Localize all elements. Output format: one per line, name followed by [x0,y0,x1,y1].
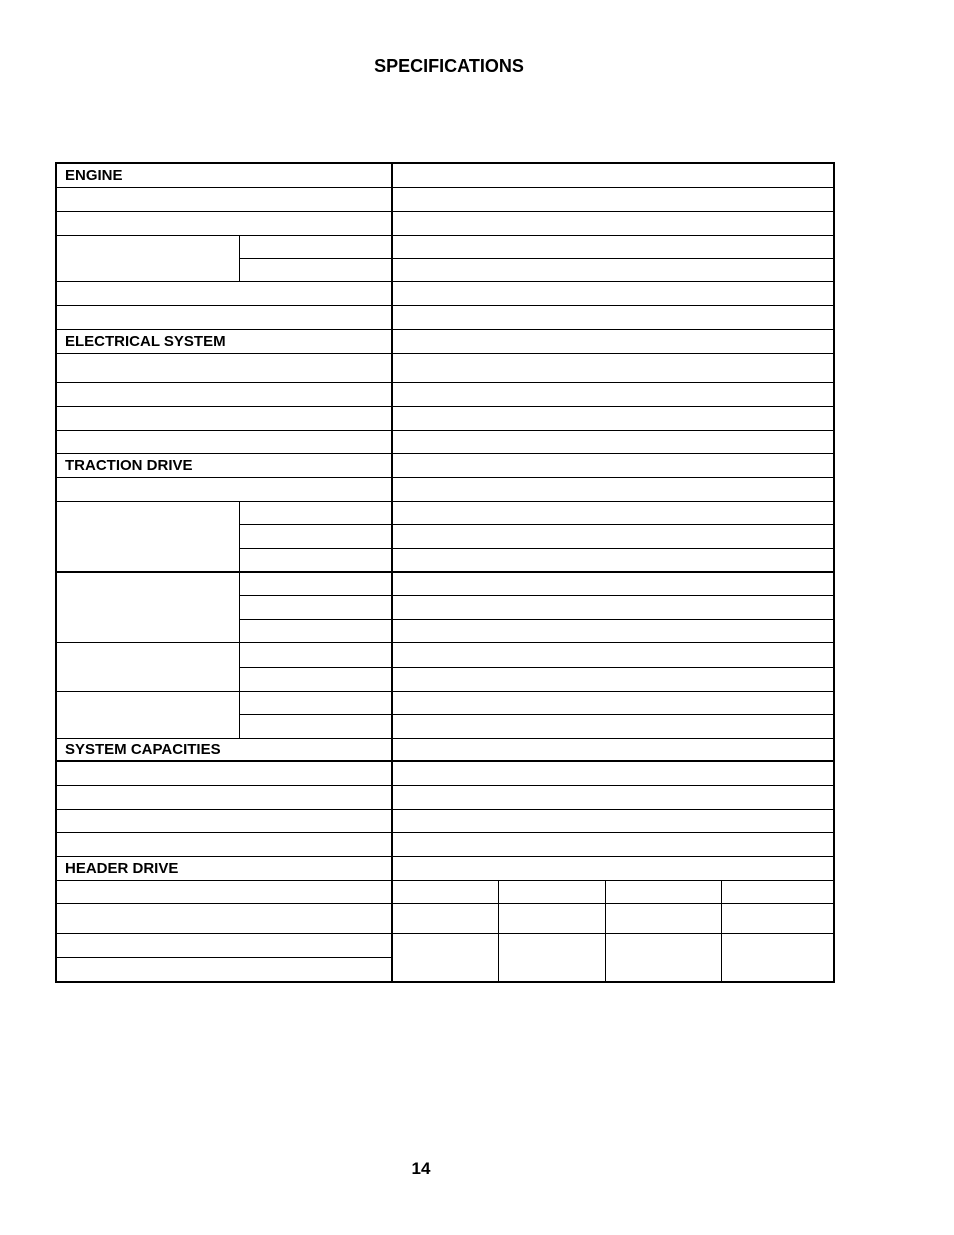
group-label-cell [56,691,239,738]
value-cell [392,738,834,761]
value-cell [392,187,834,211]
value-cell [392,235,834,258]
value-cell [392,596,834,620]
value-cell [392,502,834,525]
table-row [56,856,834,880]
table-row [56,329,834,353]
value-cell [392,620,834,643]
value-cell [721,880,834,903]
group-label-cell [56,643,239,691]
table-row [56,478,834,502]
table-row [56,832,834,856]
page-number: 14 [411,1159,431,1178]
table-row [56,809,834,832]
section-header-electrical-system: ELECTRICAL SYSTEM [56,329,392,353]
label-cell [56,958,392,982]
group-label-cell [56,502,239,572]
table-row [56,934,834,958]
value-cell [498,903,605,933]
value-cell [721,934,834,982]
table-row [56,880,834,903]
label-cell [56,305,392,329]
value-cell [392,258,834,281]
value-cell [392,305,834,329]
value-cell [392,785,834,809]
table-row [56,643,834,667]
sublabel-cell [239,643,392,667]
table-row [56,163,834,187]
table-row [56,572,834,596]
value-cell [392,353,834,382]
table-row [56,305,834,329]
label-cell [56,187,392,211]
value-cell [392,572,834,596]
sublabel-cell [239,235,392,258]
value-cell [392,761,834,785]
sublabel-cell [239,714,392,738]
label-cell [56,832,392,856]
table-row [56,187,834,211]
label-cell [56,281,392,305]
sublabel-cell [239,596,392,620]
table-row [56,454,834,478]
value-cell [392,431,834,454]
sublabel-cell [239,502,392,525]
table-row [56,211,834,235]
table-row [56,431,834,454]
section-header-system-capacities: SYSTEM CAPACITIES [56,738,392,761]
table-row [56,691,834,714]
page-title: SPECIFICATIONS [374,56,524,76]
label-cell [56,809,392,832]
section-header-engine: ENGINE [56,163,392,187]
table-row [56,903,834,933]
group-label-cell [56,235,239,281]
value-cell [605,903,721,933]
value-cell [392,832,834,856]
value-cell [392,667,834,691]
table-row [56,406,834,430]
group-label-cell [56,572,239,643]
label-cell [56,406,392,430]
value-cell [392,382,834,406]
value-cell [392,406,834,430]
section-header-traction-drive: TRACTION DRIVE [56,454,392,478]
value-cell [392,934,498,982]
value-cell [721,903,834,933]
value-cell [392,329,834,353]
value-cell [392,163,834,187]
sublabel-cell [239,525,392,549]
value-cell [392,525,834,549]
value-cell [392,714,834,738]
label-cell [56,382,392,406]
table-row [56,738,834,761]
label-cell [56,431,392,454]
sublabel-cell [239,572,392,596]
section-header-header-drive: HEADER DRIVE [56,856,392,880]
label-cell [56,211,392,235]
value-cell [392,903,498,933]
label-cell [56,880,392,903]
value-cell [392,643,834,667]
label-cell [56,785,392,809]
label-cell [56,353,392,382]
table-row [56,353,834,382]
table-row [56,761,834,785]
value-cell [392,880,498,903]
value-cell [392,856,834,880]
sublabel-cell [239,691,392,714]
value-cell [392,281,834,305]
value-cell [392,809,834,832]
label-cell [56,478,392,502]
table-row [56,502,834,525]
specifications-table [55,162,835,983]
value-cell [392,211,834,235]
sublabel-cell [239,620,392,643]
value-cell [605,880,721,903]
table-row [56,785,834,809]
value-cell [605,934,721,982]
sublabel-cell [239,258,392,281]
table-row [56,235,834,258]
label-cell [56,934,392,958]
value-cell [392,478,834,502]
value-cell [392,454,834,478]
sublabel-cell [239,549,392,572]
value-cell [392,691,834,714]
sublabel-cell [239,667,392,691]
value-cell [392,549,834,572]
value-cell [498,880,605,903]
table-row [56,382,834,406]
label-cell [56,761,392,785]
table-row [56,281,834,305]
value-cell [498,934,605,982]
label-cell [56,903,392,933]
